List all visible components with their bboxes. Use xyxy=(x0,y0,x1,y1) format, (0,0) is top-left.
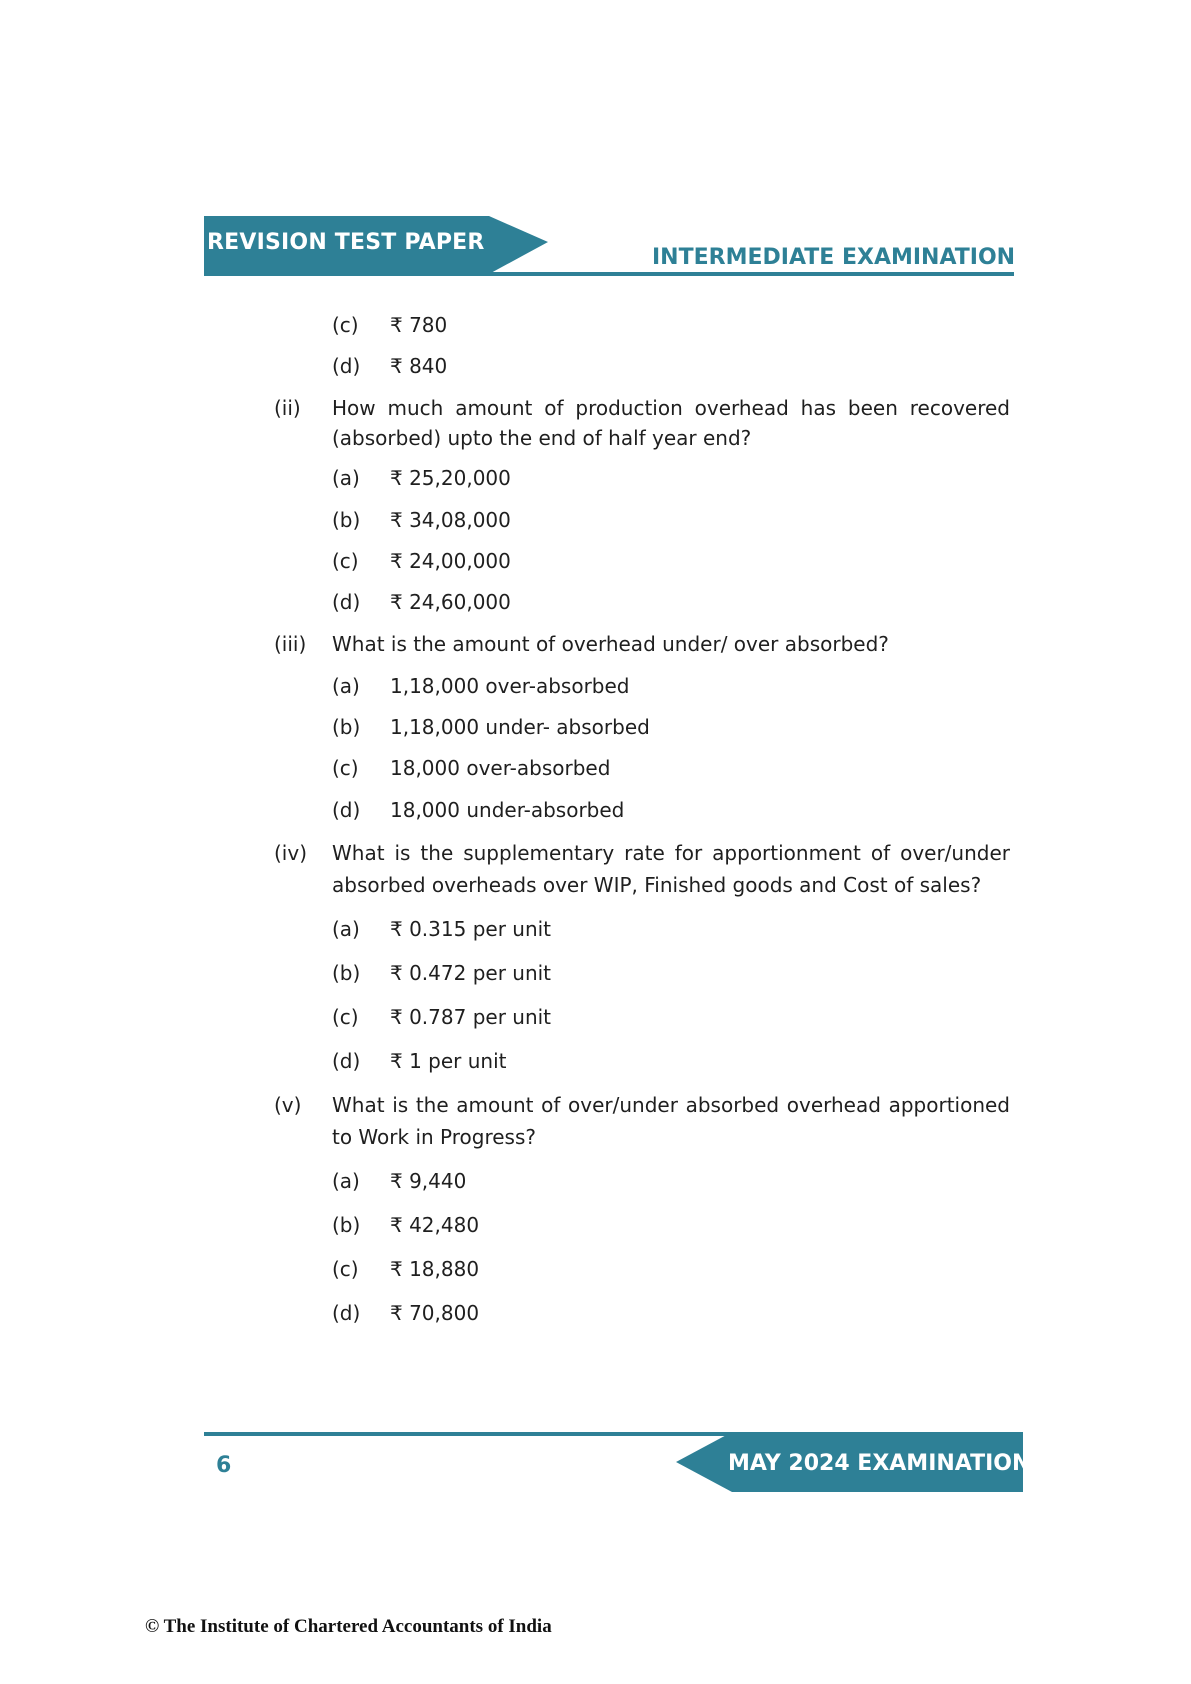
option-label: (a) xyxy=(332,917,360,941)
copyright-notice: © The Institute of Chartered Accountants of India xyxy=(145,1616,552,1637)
header-left-title: REVISION TEST PAPER xyxy=(207,230,485,255)
option-text: ₹ 24,60,000 xyxy=(390,590,511,614)
option-label: (c) xyxy=(332,1005,359,1029)
option-text: ₹ 42,480 xyxy=(390,1213,480,1237)
header-rule xyxy=(204,272,1014,276)
question-text-line: What is the amount of overhead under/ over absorbed? xyxy=(332,632,889,656)
option-label: (c) xyxy=(332,1257,359,1281)
option-label: (a) xyxy=(332,674,360,698)
option-label: (a) xyxy=(332,466,360,490)
option-label: (d) xyxy=(332,354,361,378)
option-text: ₹ 34,08,000 xyxy=(390,508,511,532)
option-text: ₹ 24,00,000 xyxy=(390,549,511,573)
option-label: (c) xyxy=(332,313,359,337)
option-label: (b) xyxy=(332,961,361,985)
option-text: 18,000 under-absorbed xyxy=(390,798,625,822)
option-label: (d) xyxy=(332,1049,361,1073)
option-label: (b) xyxy=(332,715,361,739)
question-text-line: What is the supplementary rate for apportionment of over/under xyxy=(332,841,1010,865)
question-number: (iv) xyxy=(274,841,307,865)
option-text: ₹ 0.787 per unit xyxy=(390,1005,552,1029)
question-text-line: What is the amount of over/under absorbed overhead apportioned xyxy=(332,1093,1010,1117)
option-label: (b) xyxy=(332,508,361,532)
question-text-line: absorbed overheads over WIP, Finished goods and Cost of sales? xyxy=(332,873,982,897)
page-number: 6 xyxy=(216,1453,232,1478)
option-text: 1,18,000 over-absorbed xyxy=(390,674,630,698)
option-text: ₹ 70,800 xyxy=(390,1301,480,1325)
question-number: (iii) xyxy=(274,632,307,656)
question-number: (ii) xyxy=(274,396,301,420)
question-text-line: (absorbed) upto the end of half year end? xyxy=(332,426,752,450)
option-label: (d) xyxy=(332,1301,361,1325)
option-label: (b) xyxy=(332,1213,361,1237)
option-text: ₹ 9,440 xyxy=(390,1169,467,1193)
header-right-title: INTERMEDIATE EXAMINATION xyxy=(652,245,1016,270)
option-text: ₹ 0.315 per unit xyxy=(390,917,552,941)
question-text-line: How much amount of production overhead has been recovered xyxy=(332,396,1010,420)
question-text-line: to Work in Progress? xyxy=(332,1125,536,1149)
option-text: ₹ 1 per unit xyxy=(390,1049,507,1073)
option-label: (d) xyxy=(332,798,361,822)
option-text: ₹ 18,880 xyxy=(390,1257,480,1281)
option-text: 1,18,000 under- absorbed xyxy=(390,715,650,739)
option-label: (d) xyxy=(332,590,361,614)
option-label: (a) xyxy=(332,1169,360,1193)
footer-exam-title: MAY 2024 EXAMINATION xyxy=(728,1451,1031,1476)
question-number: (v) xyxy=(274,1093,302,1117)
option-label: (c) xyxy=(332,549,359,573)
option-text: ₹ 780 xyxy=(390,313,448,337)
option-text: 18,000 over-absorbed xyxy=(390,756,611,780)
option-text: ₹ 25,20,000 xyxy=(390,466,511,490)
option-text: ₹ 0.472 per unit xyxy=(390,961,552,985)
option-text: ₹ 840 xyxy=(390,354,448,378)
option-label: (c) xyxy=(332,756,359,780)
